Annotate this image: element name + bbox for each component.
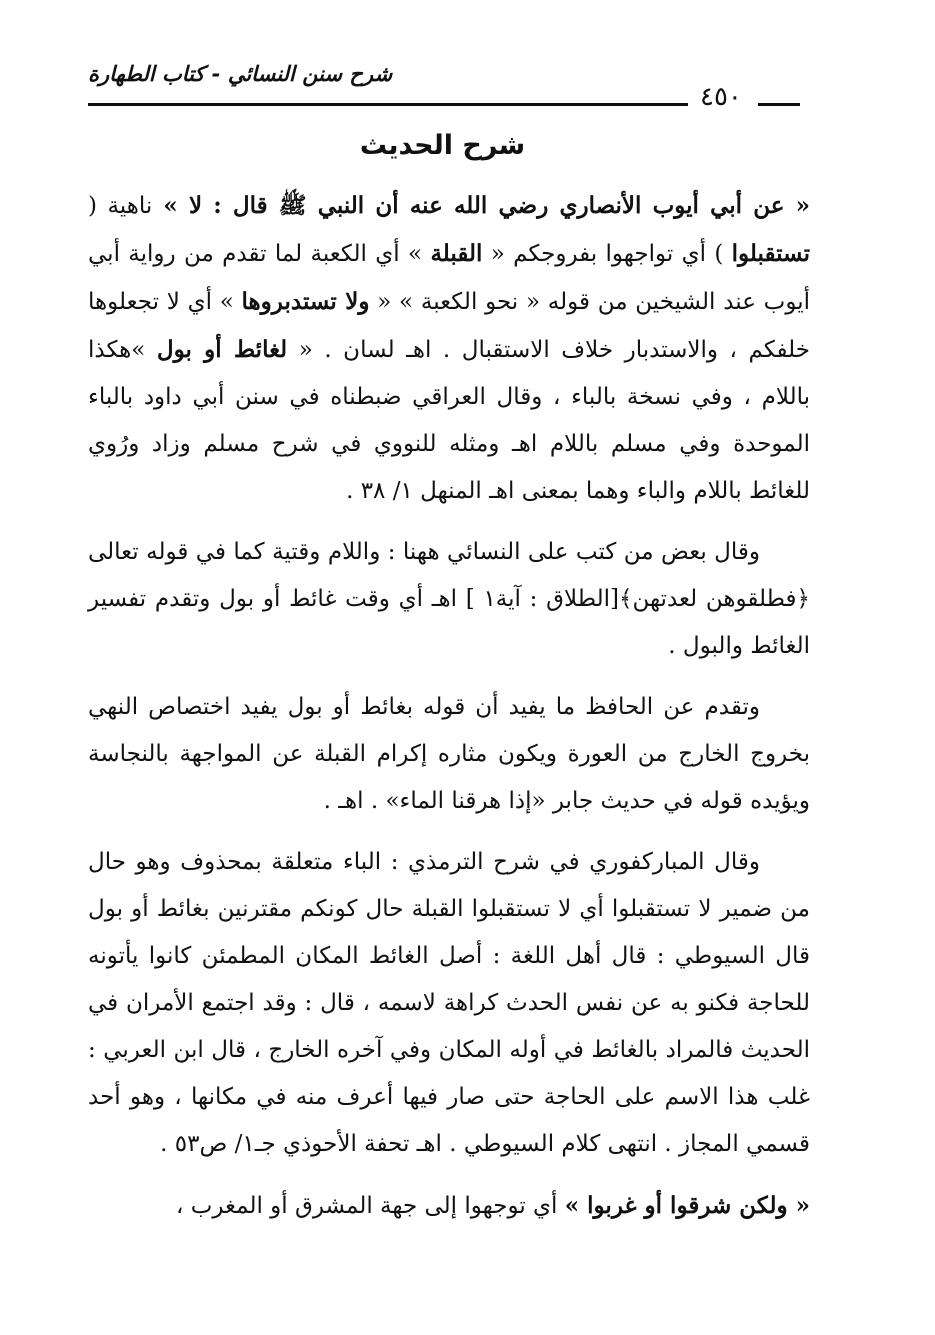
text-segment: وقال المباركفوري في شرح الترمذي : الباء متعلقة بمحذوف وهو حال من ضمير لا تستقبلوا أي لا تستقبلوا القبلة حال كونكم مقترنين بغائط أو بول قال السيوطي : قال أهل اللغة : أصل الغائط المكان المطمئن كانوا يأتونه للحاجة فكنو به عن نفس الحدث كراهة لاسمه ، قال : وقد اجتمع الأمران في الحديث فالمراد بالغائط في أوله المكان وفي آخره الخارج ، قال ابن العربي : غلب هذا الاسم على الحاجة حتى صار فيها أعرف منه في مكانها ، وهو أحد قسمي المجاز . انتهى كلام السيوطي . اهـ تحفة الأحوذي جـ١/ ص٥٣ . [88, 849, 810, 1157]
paragraph-p2 [88, 529, 810, 670]
bold-text-segment: القبلة [430, 240, 483, 267]
body-text [88, 182, 810, 1244]
paragraph-p5 [88, 1182, 810, 1230]
paragraph-p3 [88, 684, 810, 825]
text-segment: » أي الكعبة لما تقدم من رواية أبي أيوب عند الشيخين من قوله « نحو الكعبة » « [88, 241, 810, 315]
text-segment: وتقدم عن الحافظ ما يفيد أن قوله بغائط أو بول يفيد اختصاص النهي بخروج الخارج من العورة ويكون مثاره إكرام القبلة عن المواجهة بالنجاسة ويؤيده قوله في حديث جابر «إذا هرقنا الماء» . اهـ . [88, 694, 810, 814]
text-segment: أي توجهوا إلى جهة المشرق أو المغرب ، [175, 1193, 565, 1219]
page-number: ٤٥٠ [700, 82, 742, 112]
bold-text-segment: « ولكن شرقوا أو غربوا » [564, 1192, 810, 1219]
bold-text-segment: تستقبلوا [731, 240, 810, 267]
text-segment: وقال بعض من كتب على النسائي ههنا : واللام وقتية كما في قوله تعالى ﴿فطلقوهن لعدتهن﴾[الطلاق : آية١ ] اهـ أي وقت غائط أو بول وتقدم تفسير الغائط والبول . [88, 539, 810, 659]
section-heading: شرح الحديث [359, 130, 526, 161]
running-title: شرح سنن النسائي - كتاب الطهارة [88, 62, 393, 86]
paragraph-p4 [88, 839, 810, 1168]
text-segment: ) أي تواجهوا بفروجكم « [482, 241, 732, 267]
paragraph-p1 [88, 182, 810, 515]
bold-text-segment: ولا تستدبروها [241, 288, 370, 315]
bold-text-segment: « عن أبي أيوب الأنصاري رضي الله عنه أن النبي ﷺ قال : لا » [152, 192, 810, 219]
page-number-rule [758, 103, 800, 106]
bold-text-segment: لغائط أو بول [156, 336, 288, 363]
text-segment: ناهية ( [88, 193, 153, 219]
text-segment: » أي لا تجعلوها خلفكم ، والاستدبار خلاف الاستقبال . اهـ لسان . « [88, 289, 810, 363]
text-segment: »هكذا باللام ، وفي نسخة بالباء ، وقال العراقي ضبطناه في سنن أبي داود بالباء الموحدة وفي مسلم باللام اهـ ومثله للنووي في شرح مسلم وزاد ورُوي للغائط باللام والباء وهما بمعنى اهـ المنهل ١/ ٣٨ . [88, 337, 810, 504]
header-rule [88, 103, 688, 106]
